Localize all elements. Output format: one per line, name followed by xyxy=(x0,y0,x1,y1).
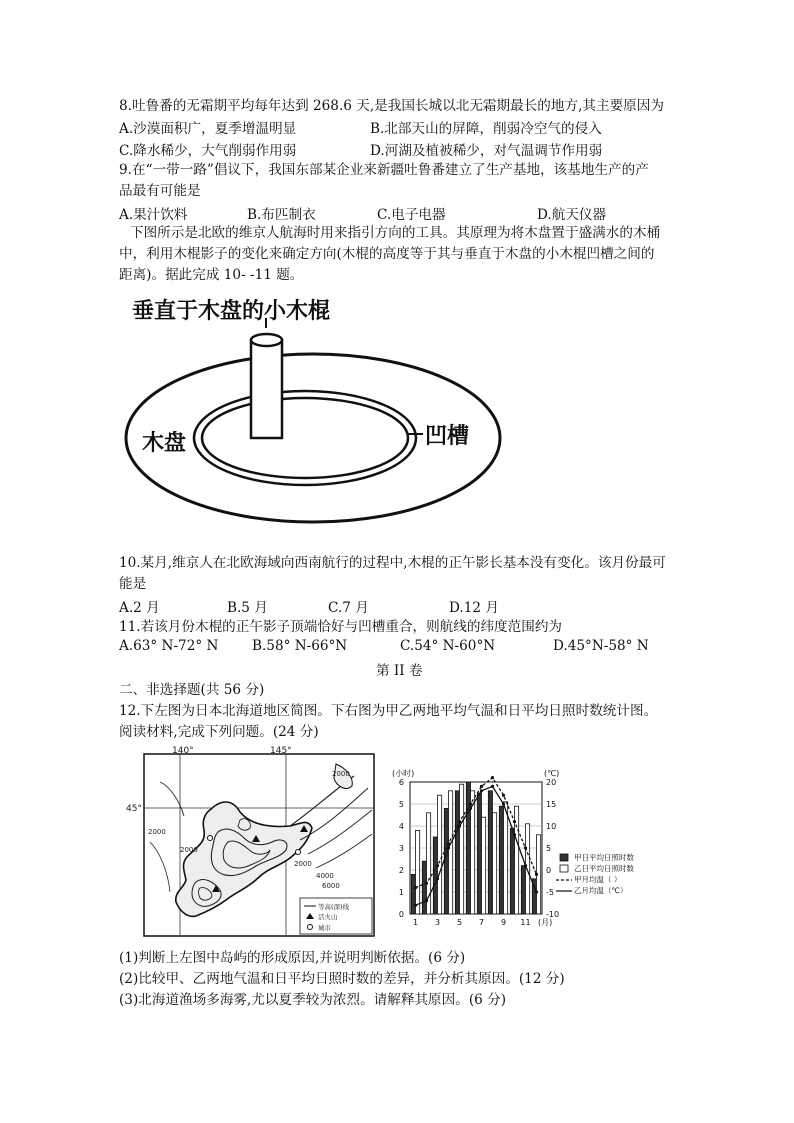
point-jia-temperature xyxy=(414,886,417,889)
x-tick-label: 7 xyxy=(478,918,485,927)
left-tick-label: 2 xyxy=(398,866,404,875)
point-jia-temperature xyxy=(425,882,428,885)
right-axis-title: (℃) xyxy=(544,769,560,778)
longitude-140-label: 140° xyxy=(172,746,194,756)
city-legend-icon xyxy=(308,925,313,930)
intro-line1: 下图所示是北欧的维京人航海时用来指引方向的工具。其原理为将木盘置于盛满水的木桶 xyxy=(130,225,661,241)
bar-jia-sunshine xyxy=(455,791,459,914)
q8-stem: 8.吐鲁番的无霜期平均每年达到 268.6 天,是我国长城以北无霜期最长的地方,其主要原因为 xyxy=(119,98,664,114)
x-tick-label: 5 xyxy=(456,918,463,927)
intro-line3: 距离)。据此完成 10- -11 题。 xyxy=(119,267,304,283)
legend-volcano-label: 活火山 xyxy=(318,913,338,921)
bar-jia-sunshine xyxy=(411,874,415,914)
stick-top xyxy=(251,334,282,346)
point-jia-temperature xyxy=(480,785,483,788)
q10-option-c: C.7 月 xyxy=(328,600,369,616)
q8-option-a: A.沙漠面积广，夏季增温明显 xyxy=(119,121,297,137)
groove-inner xyxy=(202,398,408,478)
bar-jia-sunshine xyxy=(444,808,448,914)
point-jia-temperature xyxy=(535,873,538,876)
bar-jia-sunshine xyxy=(466,782,470,914)
q8-option-b: B.北部天山的屏障，削弱冷空气的侵入 xyxy=(370,121,602,137)
left-axis-title: (小时) xyxy=(392,769,415,778)
legend-swatch xyxy=(560,865,568,872)
bar-yi-sunshine xyxy=(416,830,420,914)
q10-stem-line1: 10.某月,维京人在北欧海域向西南航行的过程中,木棍的正午影长基本没有变化。该月份最可 xyxy=(119,555,666,571)
contour-label: 2000 xyxy=(180,846,198,854)
point-yi-temperature xyxy=(447,846,450,849)
bar-jia-sunshine xyxy=(477,793,481,914)
point-jia-temperature xyxy=(524,846,527,849)
x-axis-title: (月) xyxy=(538,918,553,927)
q9-option-c: C.电子电器 xyxy=(377,207,446,223)
right-tick-label: -10 xyxy=(546,910,560,919)
stick-label: 垂直于木盘的小木棍 xyxy=(132,299,331,324)
point-yi-temperature xyxy=(535,890,538,893)
point-jia-temperature xyxy=(436,864,439,867)
point-yi-temperature xyxy=(458,824,461,827)
q10-stem-line2: 能是 xyxy=(119,576,147,592)
groove-label: 凹槽 xyxy=(425,424,470,449)
bar-jia-sunshine xyxy=(488,791,492,914)
left-tick-label: 1 xyxy=(398,888,404,897)
q12-stem-line2: 阅读材料,完成下列问题。(24 分) xyxy=(119,724,319,740)
bar-yi-sunshine xyxy=(460,784,464,914)
bar-yi-sunshine xyxy=(526,824,530,914)
legend-swatch xyxy=(560,854,568,861)
point-yi-temperature xyxy=(513,833,516,836)
sun-compass-figure xyxy=(120,288,520,528)
bar-yi-sunshine xyxy=(493,813,497,914)
point-jia-temperature xyxy=(469,802,472,805)
q11-stem: 11.若该月份木棍的正午影子顶端恰好与凹槽重合，则航线的纬度范围约为 xyxy=(119,619,563,635)
point-jia-temperature xyxy=(513,820,516,823)
stick-body xyxy=(251,340,282,438)
point-yi-temperature xyxy=(414,904,417,907)
city-icon xyxy=(208,836,213,841)
climate-chart xyxy=(388,752,634,932)
q10-option-b: B.5 月 xyxy=(227,600,268,616)
bar-yi-sunshine xyxy=(438,795,442,914)
q10-option-a: A.2 月 xyxy=(119,600,160,616)
q9-option-b: B.布匹制衣 xyxy=(247,207,316,223)
intro-line2: 中，利用木棍影子的变化来确定方向(木棍的高度等于其与垂直于木盘的小木棍凹槽之间的 xyxy=(119,246,655,262)
bar-jia-sunshine xyxy=(510,828,514,914)
point-yi-temperature xyxy=(480,789,483,792)
disk-label: 木盘 xyxy=(142,431,187,456)
q11-option-a: A.63° N-72° N xyxy=(119,638,219,654)
point-yi-temperature xyxy=(491,785,494,788)
q12-stem-line1: 12.下左图为日本北海道地区简图。下右图为甲乙两地平均气温和日平均日照时数统计图。 xyxy=(119,703,658,719)
right-tick-label: -5 xyxy=(546,888,554,897)
q9-stem-line1: 9.在“一带一路”倡议下，我国东部某企业来新疆吐鲁番建立了生产基地，该基地生产的产 xyxy=(119,162,649,178)
legend-label: 甲日平均日照时数 xyxy=(574,853,634,862)
city-icon xyxy=(296,850,301,855)
right-tick-label: 20 xyxy=(546,778,557,787)
q12-sub3: (3)北海道渔场多海雾,尤以夏季较为浓烈。请解释其原因。(6 分) xyxy=(119,992,506,1008)
left-tick-label: 5 xyxy=(398,800,404,809)
q11-option-b: B.58° N-66°N xyxy=(252,638,348,654)
left-tick-label: 6 xyxy=(398,778,404,787)
right-tick-label: 10 xyxy=(546,822,557,831)
point-yi-temperature xyxy=(469,807,472,810)
q11-option-d: D.45°N-58° N xyxy=(553,638,649,654)
q8-option-c: C.降水稀少，大气削弱作用弱 xyxy=(119,143,297,159)
contour-label: 4000 xyxy=(316,872,334,880)
x-tick-label: 9 xyxy=(500,918,507,927)
contour-label: 2000 xyxy=(294,860,312,868)
right-tick-label: 0 xyxy=(546,866,552,875)
left-tick-label: 0 xyxy=(398,910,404,919)
point-jia-temperature xyxy=(502,794,505,797)
x-tick-label: 3 xyxy=(434,918,441,927)
bar-yi-sunshine xyxy=(482,817,486,914)
bar-jia-sunshine xyxy=(422,861,426,914)
bar-yi-sunshine xyxy=(449,791,453,914)
q9-option-d: D.航天仪器 xyxy=(537,207,607,223)
legend-label: 乙日平均日照时数 xyxy=(574,864,634,873)
left-tick-label: 4 xyxy=(398,822,404,831)
bar-jia-sunshine xyxy=(433,837,437,914)
part2-section-heading: 二、非选择题(共 56 分) xyxy=(119,682,265,698)
right-tick-label: 5 xyxy=(546,844,552,853)
right-tick-label: 15 xyxy=(546,800,557,809)
point-yi-temperature xyxy=(436,877,439,880)
legend-contour-label: 等高(深)线 xyxy=(318,903,350,911)
bar-yi-sunshine xyxy=(504,802,508,914)
latitude-45-label: 45° xyxy=(126,804,142,814)
q9-stem-line2: 品最有可能是 xyxy=(119,183,201,199)
point-jia-temperature xyxy=(458,820,461,823)
q12-sub2: (2)比较甲、乙两地气温和日平均日照时数的差异，并分析其原因。(12 分) xyxy=(119,971,565,987)
x-tick-label: 1 xyxy=(412,918,419,927)
q12-sub1: (1)判断上左图中岛屿的形成原因,并说明判断依据。(6 分) xyxy=(119,950,466,966)
point-yi-temperature xyxy=(425,899,428,902)
contour-label: 2000 xyxy=(148,828,166,836)
bar-jia-sunshine xyxy=(499,806,503,914)
q9-option-a: A.果汁饮料 xyxy=(119,207,188,223)
hokkaido-map xyxy=(126,742,380,942)
part2-title: 第 II 卷 xyxy=(376,663,423,679)
q10-option-d: D.12 月 xyxy=(449,600,499,616)
legend-label: 乙月均温（℃） xyxy=(574,886,628,895)
legend-city-label: 城市 xyxy=(318,924,331,932)
contour-label: 6000 xyxy=(322,882,340,890)
x-tick-label: 11 xyxy=(520,918,531,927)
bar-jia-sunshine xyxy=(521,866,525,914)
legend-label: 甲月均温（ ） xyxy=(574,875,622,884)
point-yi-temperature xyxy=(524,864,527,867)
q8-option-d: D.河湖及植被稀少，对气温调节作用弱 xyxy=(370,143,603,159)
longitude-145-label: 145° xyxy=(270,746,292,756)
q11-option-c: C.54° N-60°N xyxy=(400,638,496,654)
point-jia-temperature xyxy=(491,776,494,779)
point-yi-temperature xyxy=(502,802,505,805)
contour-label: 2000 xyxy=(332,770,350,778)
left-tick-label: 3 xyxy=(398,844,404,853)
